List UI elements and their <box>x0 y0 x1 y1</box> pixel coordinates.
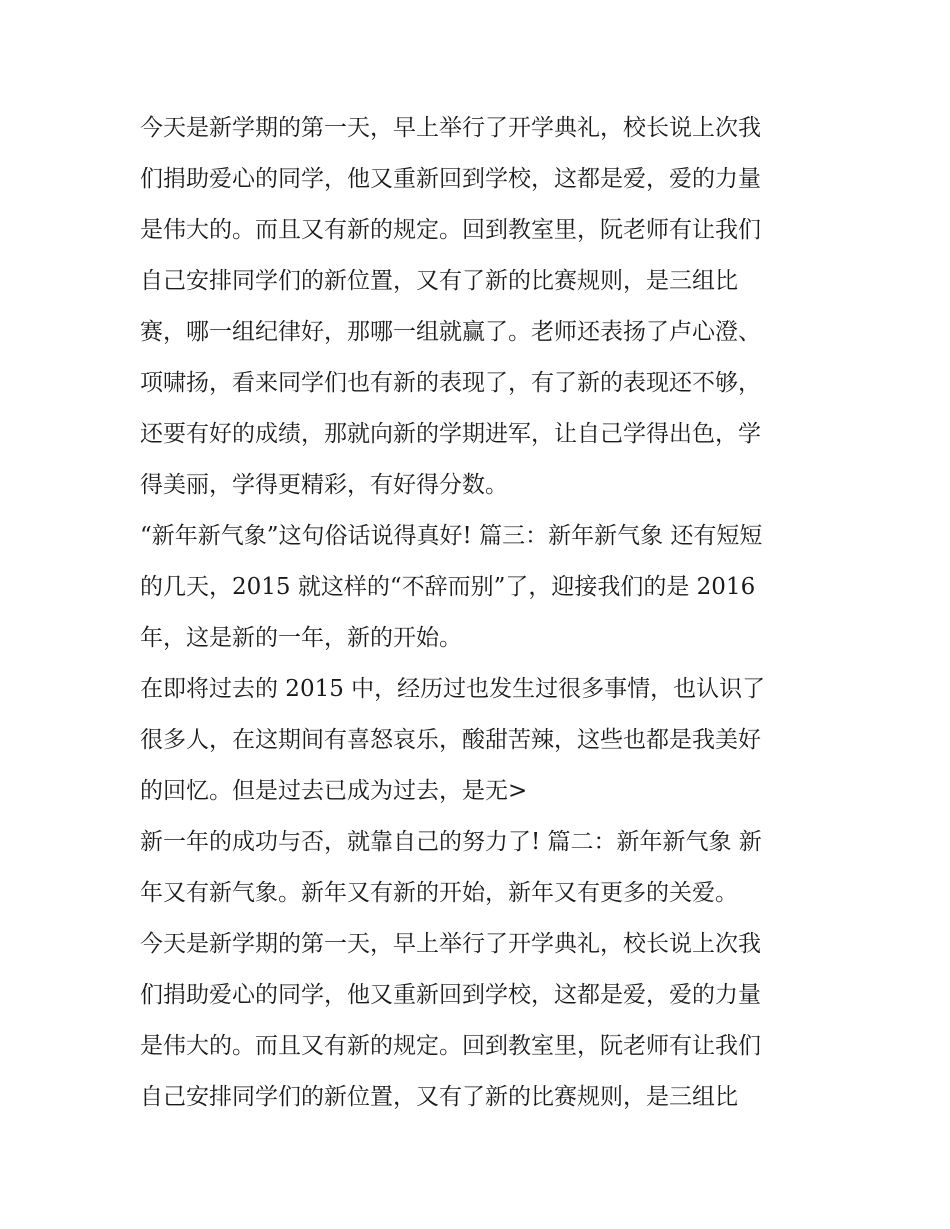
document-body <box>140 103 815 1123</box>
text-line: 赛，哪一组纪律好，那哪一组就赢了。老师还表扬了卢心澄、 <box>140 319 761 345</box>
text-line: 在即将过去的 2015 中，经历过也发生过很多事情，也认识了 <box>140 676 766 702</box>
text-line: 得美丽，学得更精彩，有好得分数。 <box>140 472 508 498</box>
text-line: 是伟大的。而且又有新的规定。回到教室里，阮老师有让我们 <box>140 217 761 243</box>
text-line: 自己安排同学们的新位置，又有了新的比赛规则，是三组比 <box>140 268 738 294</box>
text-line: 的回忆。但是过去已成为过去，是无> <box>140 778 528 804</box>
text-line: 很多人，在这期间有喜怒哀乐，酸甜苦辣，这些也都是我美好 <box>140 727 761 753</box>
text-line: 年，这是新的一年，新的开始。 <box>140 625 462 651</box>
text-line: 项啸扬，看来同学们也有新的表现了，有了新的表现还不够， <box>140 370 761 396</box>
text-line: 们捐助爱心的同学，他又重新回到学校，这都是爱，爱的力量 <box>140 982 761 1008</box>
text-line: 的几天，2015 就这样的“不辞而别”了，迎接我们的是 2016 <box>140 574 756 600</box>
text-line: 还要有好的成绩，那就向新的学期进军，让自己学得出色，学 <box>140 421 761 447</box>
text-line: “新年新气象”这句俗话说得真好! 篇三：新年新气象 还有短短 <box>140 523 763 549</box>
text-line: 自己安排同学们的新位置，又有了新的比赛规则，是三组比 <box>140 1084 738 1110</box>
text-line: 年又有新气象。新年又有新的开始，新年又有更多的关爱。 <box>140 880 738 906</box>
text-line: 新一年的成功与否，就靠自己的努力了! 篇二：新年新气象 新 <box>140 829 762 855</box>
text-line: 今天是新学期的第一天，早上举行了开学典礼，校长说上次我 <box>140 931 761 957</box>
text-line: 是伟大的。而且又有新的规定。回到教室里，阮老师有让我们 <box>140 1033 761 1059</box>
text-line: 们捐助爱心的同学，他又重新回到学校，这都是爱，爱的力量 <box>140 166 761 192</box>
text-line: 今天是新学期的第一天，早上举行了开学典礼，校长说上次我 <box>140 115 761 141</box>
